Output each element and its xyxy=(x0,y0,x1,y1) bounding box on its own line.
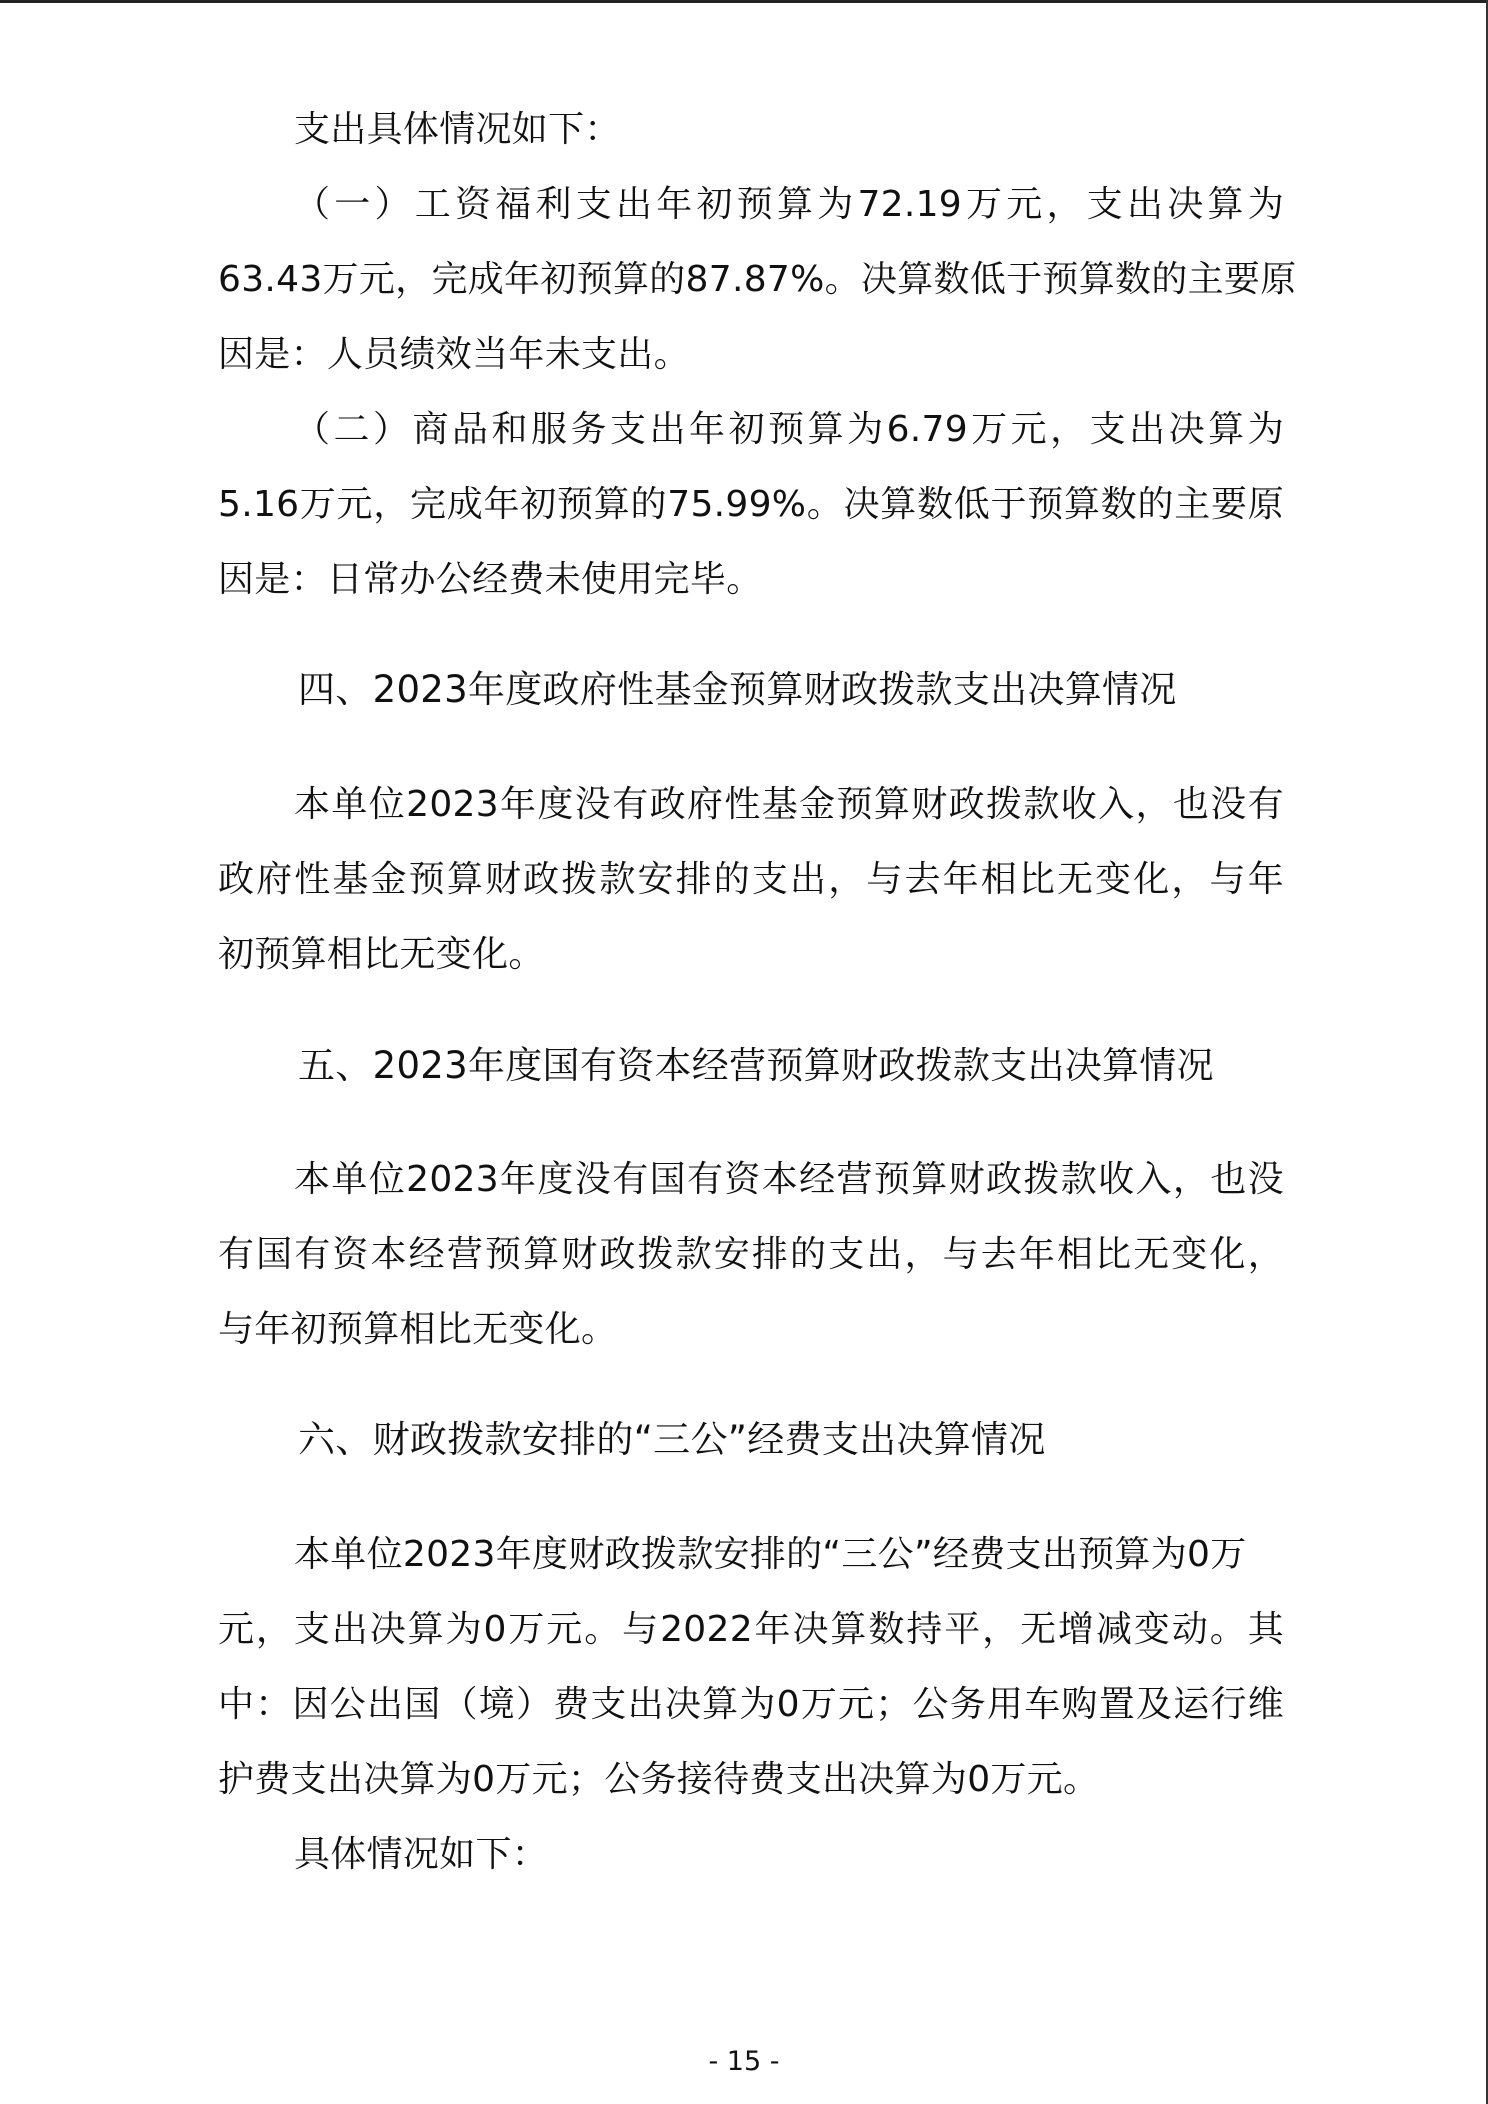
paragraph-state-capital-line-2: 有国有资本经营预算财政拨款安排的支出，与去年相比无变化， xyxy=(218,1234,1284,1275)
paragraph-government-funds-line-3: 初预算相比无变化。 xyxy=(218,934,545,975)
section-heading-three-public-expenses: 六、财政拨款安排的“三公”经费支出决算情况 xyxy=(298,1418,1046,1461)
paragraph-government-funds-line-2: 政府性基金预算财政拨款安排的支出，与去年相比无变化，与年 xyxy=(218,859,1284,900)
paragraph-state-capital-line-3: 与年初预算相比无变化。 xyxy=(218,1309,618,1350)
paragraph-goods-line-3: 因是：日常办公经费未使用完毕。 xyxy=(218,559,763,600)
paragraph-goods-line-1: （二）商品和服务支出年初预算为6.79万元，支出决算为 xyxy=(294,409,1284,450)
paragraph-state-capital-line-1: 本单位2023年度没有国有资本经营预算财政拨款收入，也没 xyxy=(294,1159,1284,1200)
top-border xyxy=(0,0,1488,3)
paragraph-three-public-line-1: 本单位2023年度财政拨款安排的“三公”经费支出预算为0万 xyxy=(294,1534,1247,1575)
page-number: - 15 - xyxy=(708,2046,780,2077)
paragraph-government-funds-line-1: 本单位2023年度没有政府性基金预算财政拨款收入，也没有 xyxy=(294,784,1284,825)
section-heading-government-funds: 四、2023年度政府性基金预算财政拨款支出决算情况 xyxy=(298,668,1177,711)
paragraph-wages-line-1: （一）工资福利支出年初预算为72.19万元，支出决算为 xyxy=(294,184,1284,225)
paragraph-three-public-line-2: 元，支出决算为0万元。与2022年决算数持平，无增减变动。其 xyxy=(218,1609,1284,1650)
section-heading-state-capital: 五、2023年度国有资本经营预算财政拨款支出决算情况 xyxy=(298,1044,1214,1087)
paragraph-three-public-line-3: 中：因公出国（境）费支出决算为0万元；公务用车购置及运行维 xyxy=(218,1684,1284,1725)
paragraph-three-public-line-4: 护费支出决算为0万元；公务接待费支出决算为0万元。 xyxy=(218,1759,1100,1800)
paragraph-intro: 支出具体情况如下： xyxy=(294,109,621,150)
paragraph-closing: 具体情况如下： xyxy=(294,1834,549,1875)
paragraph-wages-line-3: 因是：人员绩效当年未支出。 xyxy=(218,334,690,375)
paragraph-wages-line-2: 63.43万元，完成年初预算的87.87%。决算数低于预算数的主要原 xyxy=(218,259,1297,300)
paragraph-goods-line-2: 5.16万元，完成年初预算的75.99%。决算数低于预算数的主要原 xyxy=(218,484,1284,525)
